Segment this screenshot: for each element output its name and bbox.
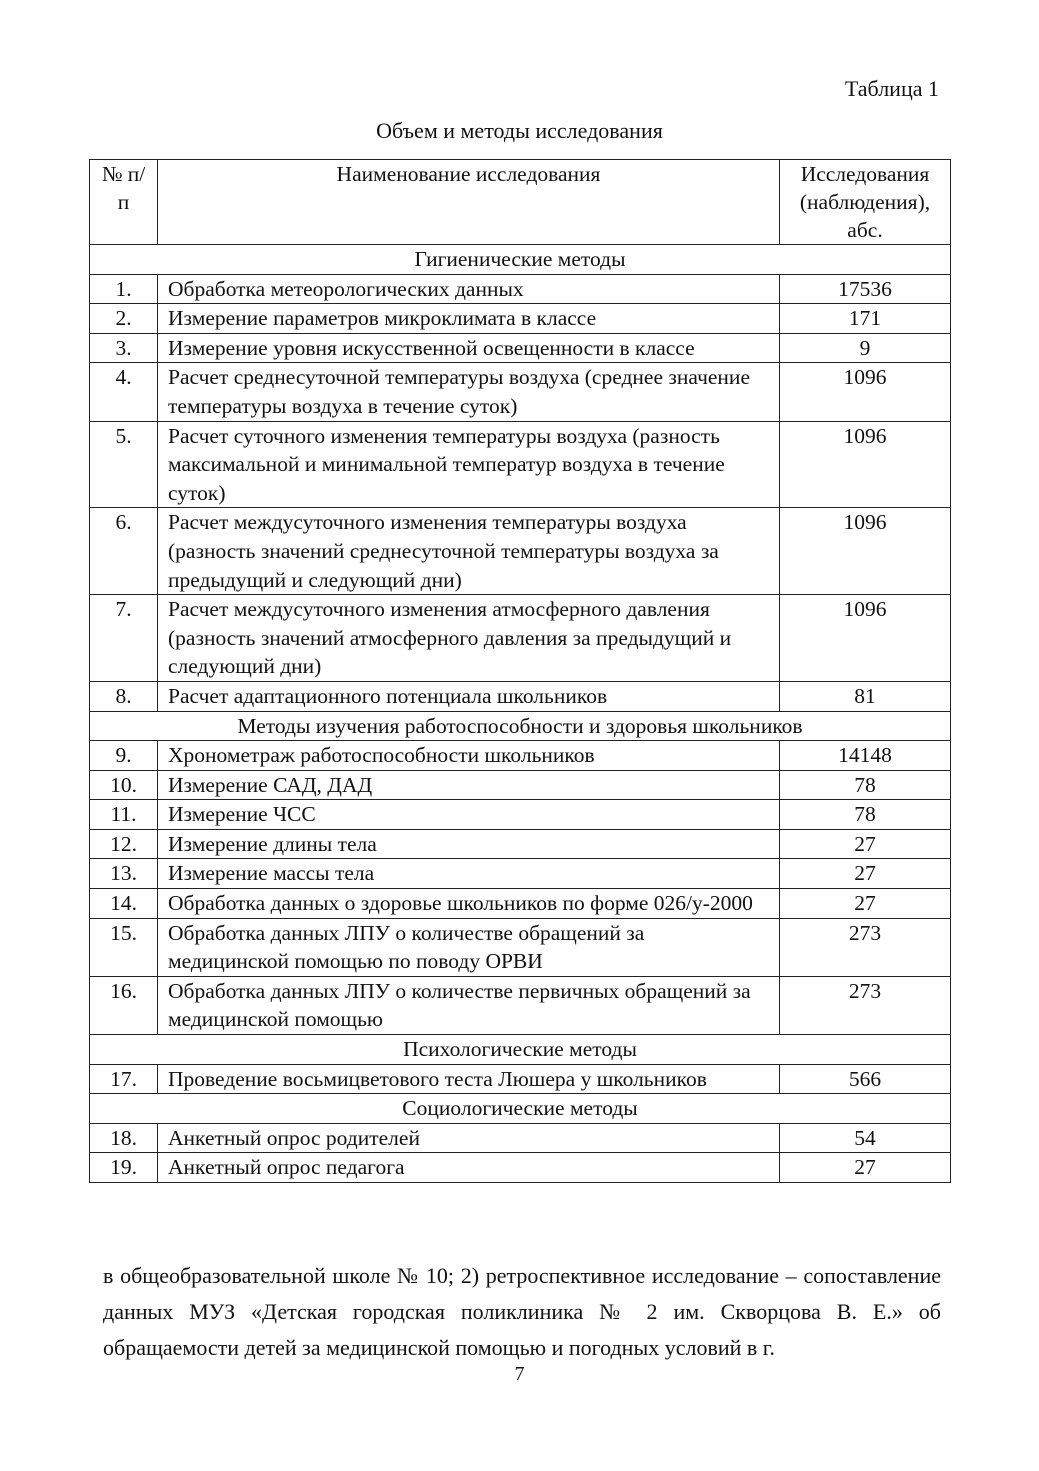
row-number: 5.	[90, 421, 158, 508]
table-row	[90, 976, 951, 1034]
row-value: 27	[780, 859, 951, 889]
row-number: 16.	[90, 976, 158, 1034]
section-title: Методы изучения работоспособности и здоровья школьников	[90, 711, 951, 741]
row-value: 27	[780, 1153, 951, 1183]
row-name: Измерение массы тела	[158, 859, 780, 889]
row-name: Расчет адаптационного потенциала школьников	[158, 681, 780, 711]
table-row	[90, 508, 951, 595]
row-value: 81	[780, 681, 951, 711]
table-row	[90, 333, 951, 363]
row-number: 19.	[90, 1153, 158, 1183]
row-value: 27	[780, 889, 951, 919]
row-name: Хронометраж работоспособности школьников	[158, 741, 780, 771]
row-value: 9	[780, 333, 951, 363]
row-value: 78	[780, 770, 951, 800]
table-row	[90, 889, 951, 919]
section-row	[90, 711, 951, 741]
section-title: Гигиенические методы	[90, 245, 951, 275]
row-number: 3.	[90, 333, 158, 363]
row-name: Измерение длины тела	[158, 829, 780, 859]
table-row	[90, 595, 951, 682]
row-number: 15.	[90, 918, 158, 976]
table-title: Объем и методы исследования	[376, 118, 663, 143]
row-name: Измерение САД, ДАД	[158, 770, 780, 800]
row-number: 4.	[90, 363, 158, 421]
table-row	[90, 681, 951, 711]
table-row	[90, 770, 951, 800]
row-value: 27	[780, 829, 951, 859]
table-row	[90, 1153, 951, 1183]
row-value: 273	[780, 918, 951, 976]
section-row	[90, 1094, 951, 1124]
row-value: 17536	[780, 274, 951, 304]
row-name: Расчет междусуточного изменения атмосферного давления (разность значений атмосферного давления за предыдущий и следующий дни)	[158, 595, 780, 682]
row-name: Расчет среднесуточной температуры воздуха (среднее значение температуры воздуха в течение суток)	[158, 363, 780, 421]
table-row	[90, 859, 951, 889]
table-row	[90, 421, 951, 508]
row-name: Расчет суточного изменения температуры воздуха (разность максимальной и минимальной температур воздуха в течение суток)	[158, 421, 780, 508]
row-value: 1096	[780, 508, 951, 595]
row-value: 171	[780, 304, 951, 334]
row-number: 11.	[90, 800, 158, 830]
table-row	[90, 363, 951, 421]
row-number: 13.	[90, 859, 158, 889]
row-value: 78	[780, 800, 951, 830]
section-title: Психологические методы	[90, 1035, 951, 1065]
table-row	[90, 304, 951, 334]
table-row	[90, 800, 951, 830]
table-header-row	[90, 160, 951, 245]
row-number: 17.	[90, 1064, 158, 1094]
row-value: 1096	[780, 363, 951, 421]
row-name: Обработка данных ЛПУ о количестве первичных обращений за медицинской помощью	[158, 976, 780, 1034]
row-number: 8.	[90, 681, 158, 711]
table-row	[90, 1123, 951, 1153]
row-number: 1.	[90, 274, 158, 304]
table-row	[90, 1064, 951, 1094]
row-value: 566	[780, 1064, 951, 1094]
row-name: Анкетный опрос родителей	[158, 1123, 780, 1153]
row-name: Анкетный опрос педагога	[158, 1153, 780, 1183]
row-name: Проведение восьмицветового теста Люшера у школьников	[158, 1064, 780, 1094]
table-body	[90, 245, 951, 1183]
body-paragraph: в общеобразовательной школе № 10; 2) ретроспективное исследование – сопоставление данных МУЗ «Детская городская поликлиника № 2 им. Скворцова В. Е.» об обращаемости детей за медицинской помощью и погодных условий в г.	[103, 1263, 941, 1360]
row-name: Измерение уровня искусственной освещенности в классе	[158, 333, 780, 363]
row-number: 7.	[90, 595, 158, 682]
row-name: Обработка метеорологических данных	[158, 274, 780, 304]
table-row	[90, 829, 951, 859]
section-row	[90, 1035, 951, 1065]
row-value: 1096	[780, 595, 951, 682]
row-number: 14.	[90, 889, 158, 919]
research-methods-table	[89, 159, 951, 1183]
row-number: 9.	[90, 741, 158, 771]
row-number: 6.	[90, 508, 158, 595]
row-value: 273	[780, 976, 951, 1034]
row-number: 10.	[90, 770, 158, 800]
page-number: 7	[514, 1363, 525, 1385]
row-name: Расчет междусуточного изменения температуры воздуха (разность значений среднесуточной температуры воздуха за предыдущий и следующий дни)	[158, 508, 780, 595]
header-name: Наименование исследования	[158, 160, 780, 245]
header-num: № п/п	[90, 160, 158, 245]
section-row	[90, 245, 951, 275]
row-number: 18.	[90, 1123, 158, 1153]
table-label: Таблица 1	[844, 76, 939, 101]
row-name: Измерение ЧСС	[158, 800, 780, 830]
row-name: Обработка данных о здоровье школьников по форме 026/у-2000	[158, 889, 780, 919]
row-value: 54	[780, 1123, 951, 1153]
row-name: Обработка данных ЛПУ о количестве обращений за медицинской помощью по поводу ОРВИ	[158, 918, 780, 976]
section-title: Социологические методы	[90, 1094, 951, 1124]
table-row	[90, 274, 951, 304]
header-value: Исследования (наблюдения), абс.	[780, 160, 951, 245]
table-row	[90, 918, 951, 976]
table-row	[90, 741, 951, 771]
row-value: 1096	[780, 421, 951, 508]
row-number: 12.	[90, 829, 158, 859]
row-name: Измерение параметров микроклимата в классе	[158, 304, 780, 334]
row-value: 14148	[780, 741, 951, 771]
row-number: 2.	[90, 304, 158, 334]
